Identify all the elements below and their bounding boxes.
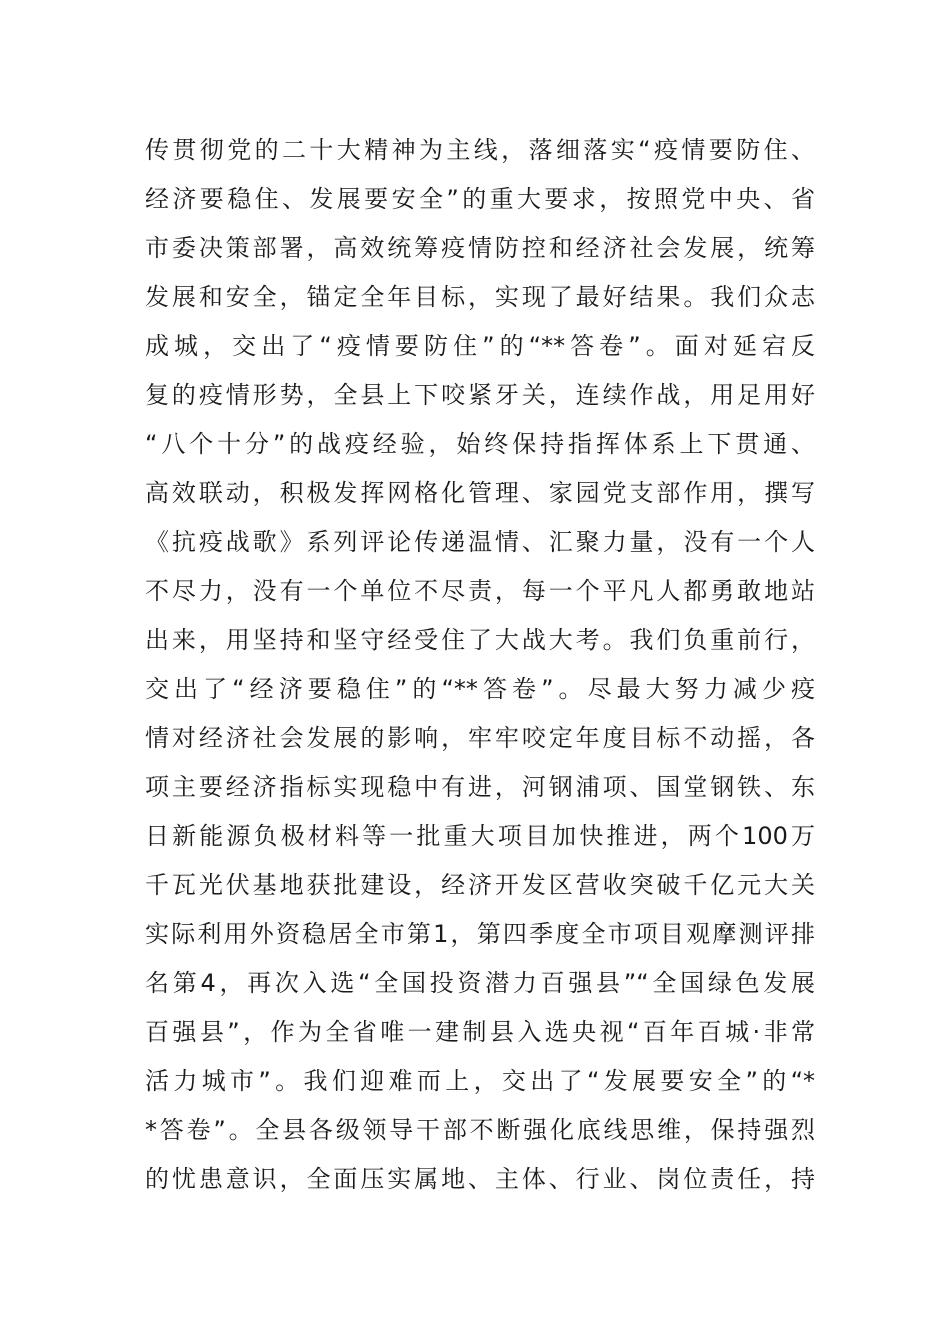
text-line-16: 千瓦光伏基地获批建设，经济开发区营收突破千亿元大关 [145, 871, 815, 899]
text-line-10: 不尽力，没有一个单位不尽责，每一个平凡人都勇敢地站 [145, 577, 815, 605]
text-line-18: 名第4，再次入选“全国投资潜力百强县”“全国绿色发展 [145, 969, 815, 997]
text-line-4: 发展和安全，锚定全年目标，实现了最好结果。我们众志 [145, 283, 815, 311]
text-line-7: “八个十分”的战疫经验，始终保持指挥体系上下贯通、 [145, 430, 815, 458]
text-line-8: 高效联动，积极发挥网格化管理、家园党支部作用，撰写 [145, 479, 815, 507]
text-line-2: 经济要稳住、发展要安全”的重大要求，按照党中央、省 [145, 185, 815, 213]
text-line-1: 传贯彻党的二十大精神为主线，落细落实“疫情要防住、 [145, 136, 815, 164]
text-line-14: 项主要经济指标实现稳中有进，河钢浦项、国堂钢铁、东 [145, 773, 815, 801]
text-line-21: *答卷”。全县各级领导干部不断强化底线思维，保持强烈 [145, 1116, 815, 1144]
text-line-5: 成城，交出了“疫情要防住”的“**答卷”。面对延宕反 [145, 332, 815, 360]
text-line-3: 市委决策部署，高效统筹疫情防控和经济社会发展，统筹 [145, 234, 815, 262]
text-line-11: 出来，用坚持和坚守经受住了大战大考。我们负重前行， [145, 626, 815, 654]
text-line-13: 情对经济社会发展的影响，牢牢咬定年度目标不动摇，各 [145, 724, 815, 752]
text-line-17: 实际利用外资稳居全市第1，第四季度全市项目观摩测评排 [145, 920, 815, 948]
text-line-19: 百强县”，作为全省唯一建制县入选央视“百年百城·非常 [145, 1018, 815, 1046]
text-line-9: 《抗疫战歌》系列评论传递温情、汇聚力量，没有一个人 [145, 528, 815, 556]
text-line-20: 活力城市”。我们迎难而上，交出了“发展要安全”的“* [145, 1067, 815, 1095]
text-line-12: 交出了“经济要稳住”的“**答卷”。尽最大努力减少疫 [145, 675, 815, 703]
text-line-15: 日新能源负极材料等一批重大项目加快推进，两个100万 [145, 822, 815, 850]
text-line-22: 的忧患意识，全面压实属地、主体、行业、岗位责任，持 [145, 1165, 815, 1193]
text-line-6: 复的疫情形势，全县上下咬紧牙关，连续作战，用足用好 [145, 381, 815, 409]
